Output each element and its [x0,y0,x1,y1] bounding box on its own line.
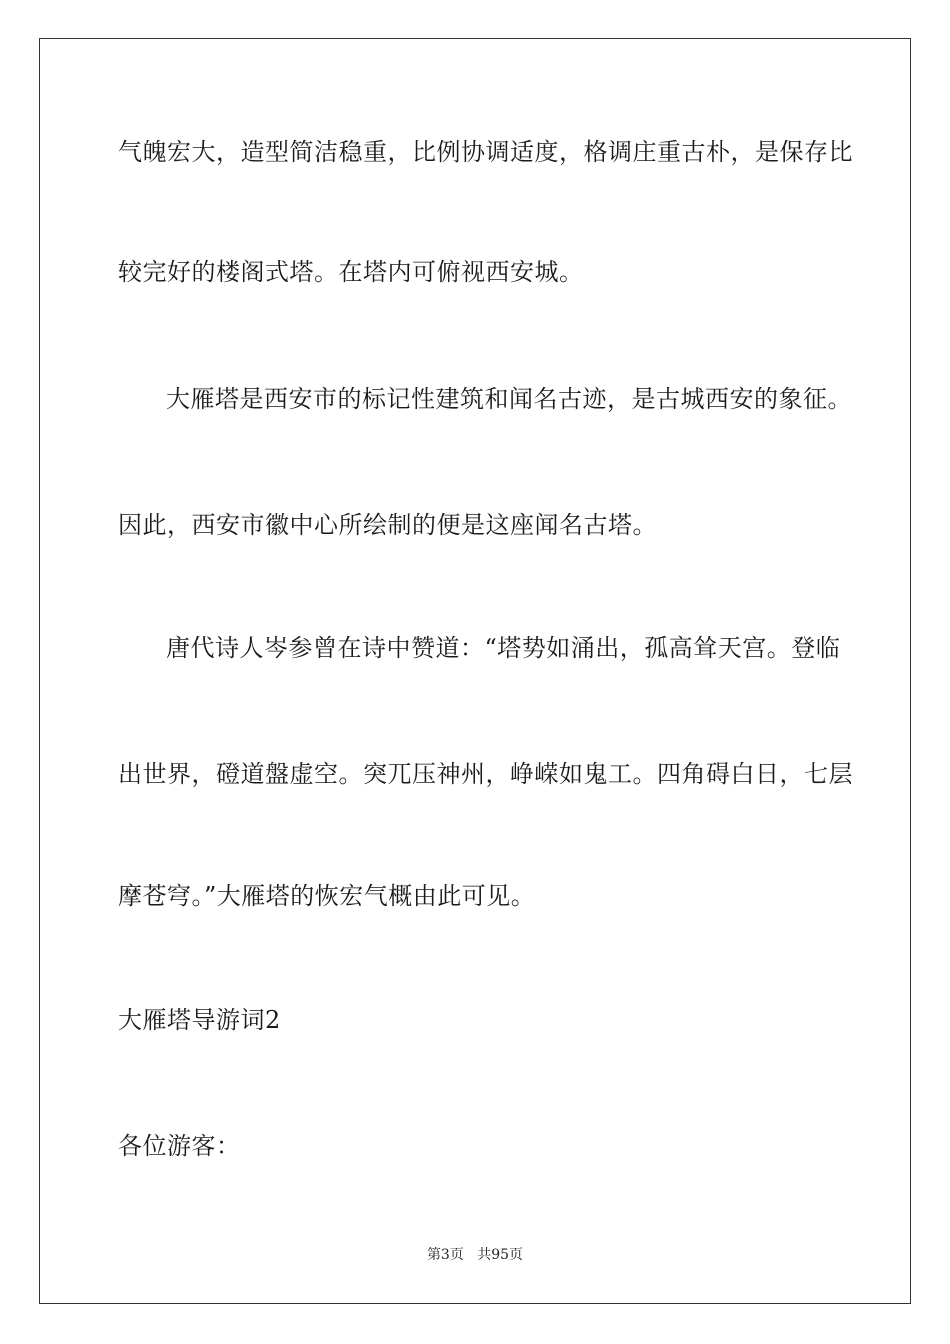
body-text-line: 摩苍穹。”大雁塔的恢宏气概由此可见。 [118,882,536,910]
page-footer [0,1246,950,1264]
total-pages: 共95页 [477,1247,524,1263]
body-text-line: 因此，西安市徽中心所绘制的便是这座闻名古塔。 [118,511,657,539]
page-number: 第3页 [426,1247,464,1263]
page-border [39,38,911,1304]
section-heading: 大雁塔导游词2 [118,1006,281,1034]
body-text-line: 出世界，磴道盤虚空。突兀压神州，峥嵘如鬼工。四角碍白日，七层 [118,760,853,788]
body-text-line: 各位游客： [118,1132,241,1160]
body-text-line: 气魄宏大，造型简洁稳重，比例协调适度，格调庄重古朴，是保存比 [118,138,853,166]
body-text-line: 较完好的楼阁式塔。在塔内可俯视西安城。 [118,258,584,286]
body-text-line: 唐代诗人岑参曾在诗中赞道：“塔势如涌出，孤高耸天宫。登临 [166,634,841,662]
body-text-line: 大雁塔是西安市的标记性建筑和闻名古迹，是古城西安的象征。 [166,385,852,413]
